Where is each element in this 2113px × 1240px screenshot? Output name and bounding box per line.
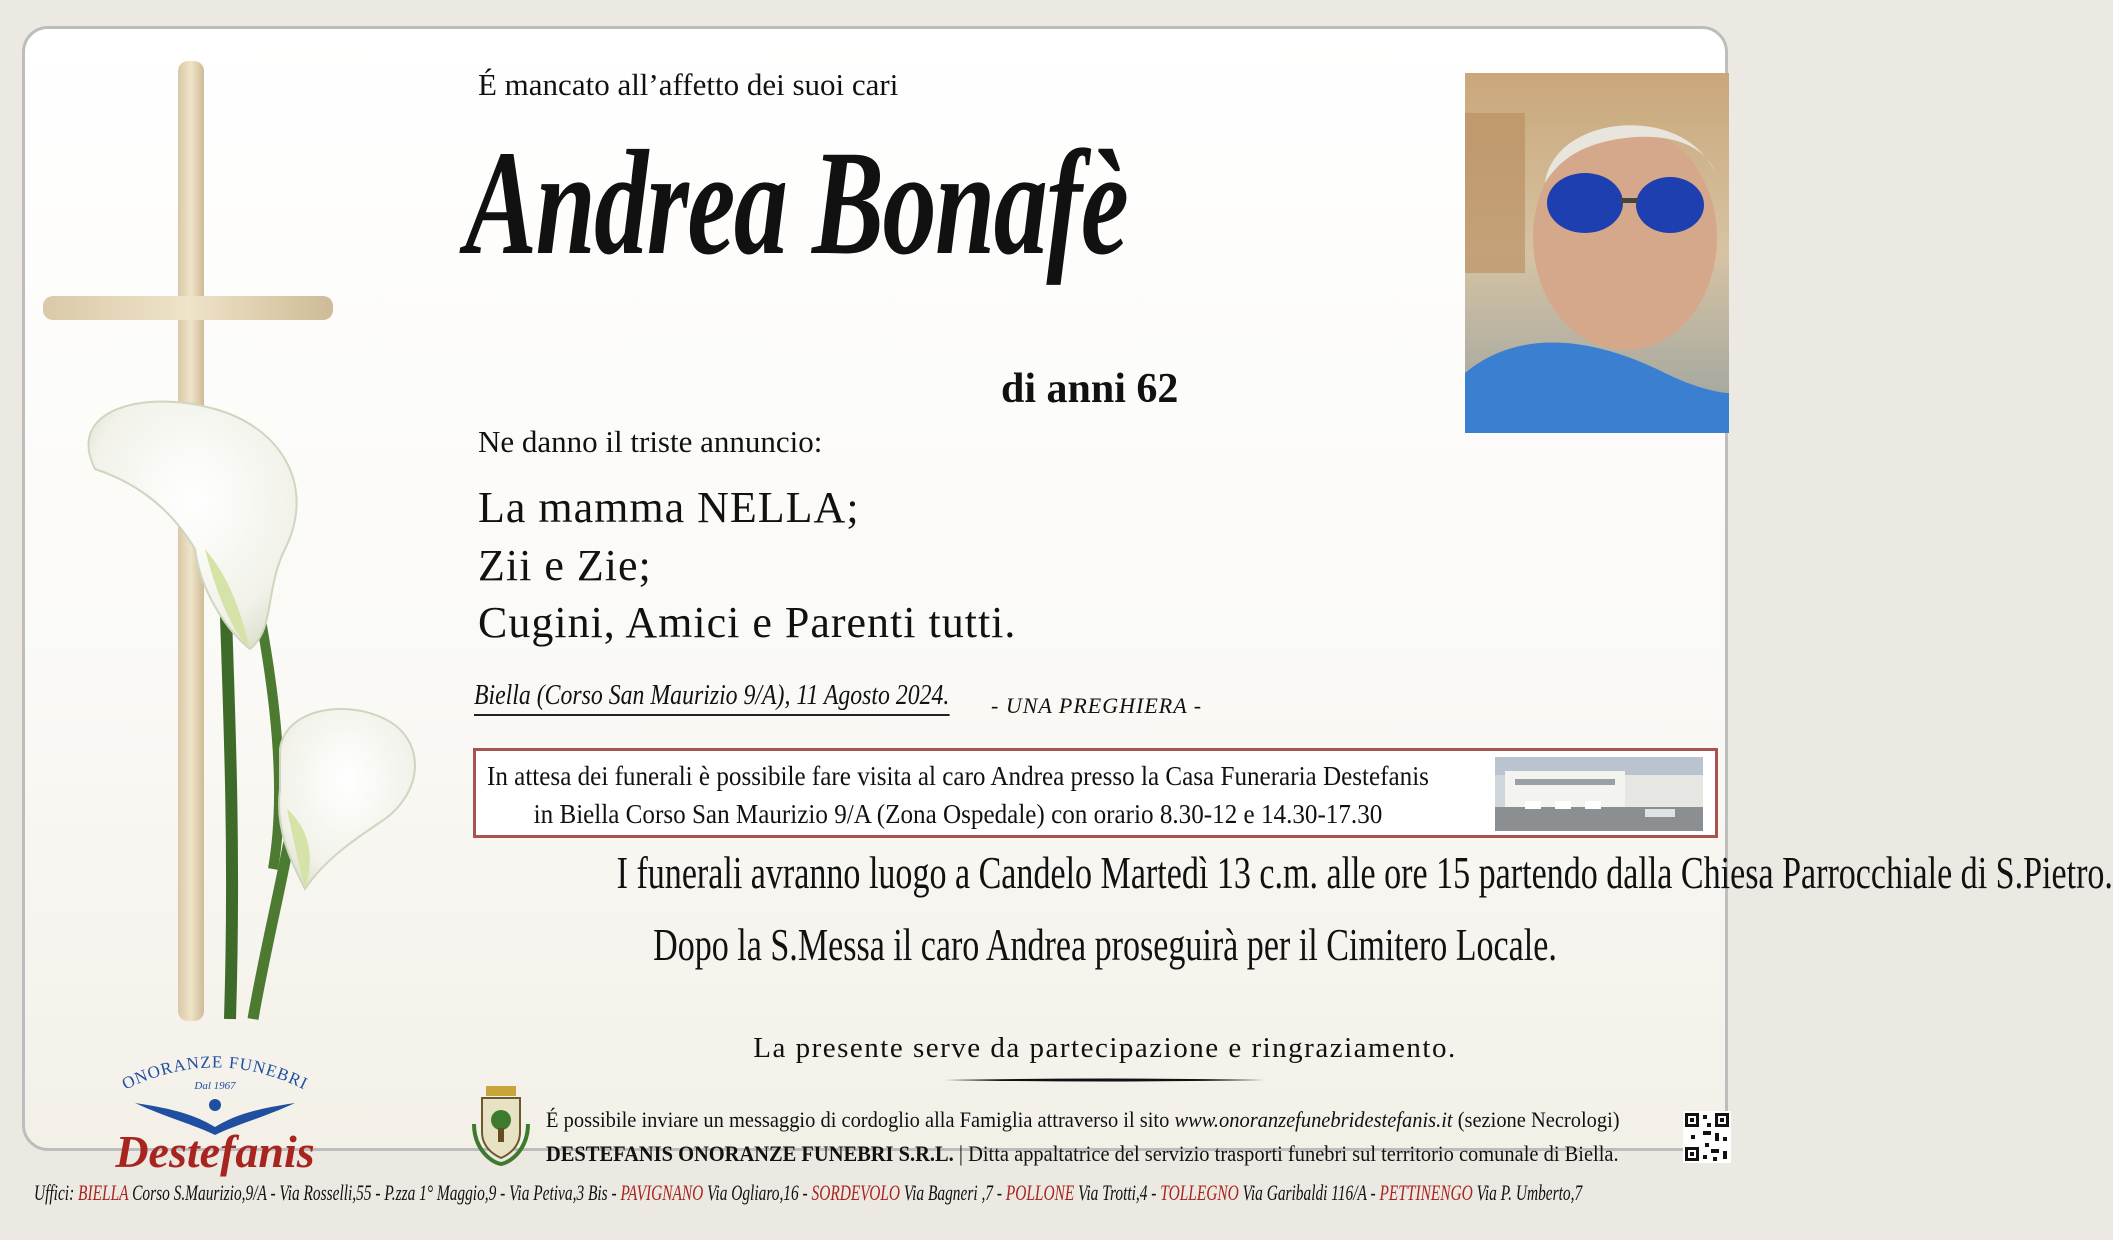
company-info xyxy=(546,1141,1619,1167)
logo-since: Dal 1967 xyxy=(194,1080,236,1092)
office-town: PETTINENGO xyxy=(1379,1180,1473,1205)
condolence-info xyxy=(546,1107,1620,1133)
prayer-note: - UNA PREGHIERA - xyxy=(991,693,1203,718)
office-town: TOLLEGNO xyxy=(1160,1180,1239,1205)
office-address: Uffici: xyxy=(34,1180,79,1205)
company-name: DESTEFANIS ONORANZE FUNEBRI S.R.L. xyxy=(546,1141,954,1166)
funeral-home-photo xyxy=(1495,757,1703,831)
office-address: Via Ogliaro,16 - xyxy=(703,1180,812,1205)
condolence-text: É possibile inviare un messaggio di cordoglio alla Famiglia attraverso il sito xyxy=(546,1107,1175,1132)
logo-arc-text: ONORANZE FUNEBRI xyxy=(118,1052,312,1094)
portrait-photo xyxy=(1465,73,1729,433)
qr-code-icon[interactable] xyxy=(1683,1111,1731,1163)
office-address: Via Garibaldi 116/A - xyxy=(1238,1180,1380,1205)
visit-line: In attesa dei funerali è possibile fare visita al caro Andrea presso la Casa Funeraria Destefanis xyxy=(486,761,1429,791)
visit-info-box xyxy=(473,748,1718,838)
visit-info-text xyxy=(486,757,1430,833)
cross-with-lilies-illustration xyxy=(25,29,465,1029)
age-text: di anni 62 xyxy=(1001,366,1179,412)
condolence-suffix: (sezione Necrologi) xyxy=(1452,1107,1620,1132)
mourner-line: Zii e Zie; xyxy=(478,541,652,590)
office-town: PAVIGNANO xyxy=(620,1180,704,1205)
place-and-date: Biella (Corso San Maurizio 9/A), 11 Agosto 2024. xyxy=(474,679,949,716)
offices-footer xyxy=(34,1180,1582,1206)
decorative-divider xyxy=(945,1078,1265,1082)
logo-brand: Destefanis xyxy=(115,1126,315,1177)
deceased-name: Andrea Bonafè xyxy=(465,120,1128,286)
office-address: Via Trotti,4 - xyxy=(1074,1180,1161,1205)
mourner-line: La mamma NELLA; xyxy=(478,483,860,532)
office-town: SORDEVOLO xyxy=(811,1180,901,1205)
office-address: Via P. Umberto,7 xyxy=(1472,1180,1583,1205)
company-description: | Ditta appaltatrice del servizio trasporti funebri sul territorio comunale di Biella. xyxy=(953,1141,1619,1166)
intro-text: É mancato all’affetto dei suoi cari xyxy=(478,67,899,102)
office-address: Via Bagneri ,7 - xyxy=(900,1180,1006,1205)
thanks-text: La presente serve da partecipazione e ringraziamento. xyxy=(753,1032,1457,1064)
office-town: POLLONE xyxy=(1005,1180,1075,1205)
mourner-line: Cugini, Amici e Parenti tutti. xyxy=(478,598,1017,647)
obituary-card xyxy=(22,26,2113,1177)
announcement-intro: Ne danno il triste annuncio: xyxy=(478,424,823,459)
office-town: BIELLA xyxy=(78,1180,129,1205)
visit-line: in Biella Corso San Maurizio 9/A (Zona Ospedale) con orario 8.30-12 e 14.30-17.30 xyxy=(533,799,1383,829)
website-link[interactable]: www.onoranzefunebridestefanis.it xyxy=(1174,1107,1453,1132)
funeral-details-line: Dopo la S.Messa il caro Andrea proseguirà per il Cimitero Locale. xyxy=(653,919,1557,970)
funeral-details-line: I funerali avranno luogo a Candelo Martedì 13 c.m. alle ore 15 partendo dalla Chiesa Parrocchiale di S.Pietro. xyxy=(616,847,2113,898)
municipal-crest-icon xyxy=(470,1084,532,1166)
destefanis-logo xyxy=(65,1039,365,1179)
office-address: Corso S.Maurizio,9/A - Via Rosselli,55 - P.zza 1° Maggio,9 - Via Petiva,3 Bis - xyxy=(128,1180,621,1205)
